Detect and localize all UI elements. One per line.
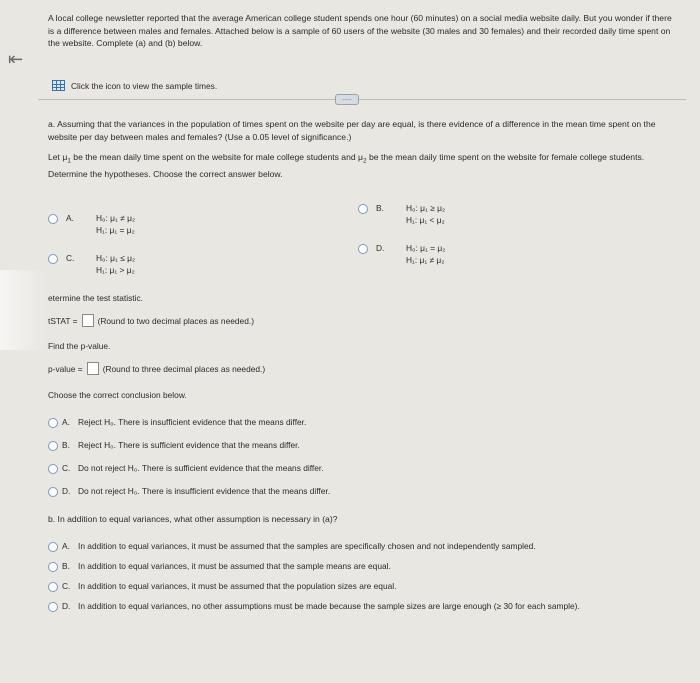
option-letter: D. — [62, 601, 71, 611]
option-h0: H₀: μ₁ ≥ μ₂ — [406, 203, 446, 213]
sub-1: 1 — [67, 157, 71, 165]
conclusion-options — [48, 416, 648, 508]
option-letter: B. — [62, 561, 70, 571]
radio-icon[interactable] — [48, 562, 58, 572]
hypothesis-option-b[interactable] — [358, 202, 445, 226]
divider — [38, 99, 686, 100]
option-h1: H₁: μ₁ = μ₂ — [96, 225, 135, 235]
tstat-hint: (Round to two decimal places as needed.) — [97, 315, 254, 326]
radio-icon[interactable] — [48, 464, 58, 474]
sample-times-link[interactable] — [52, 80, 217, 91]
conclusion-option-d[interactable] — [48, 485, 648, 497]
sub-2: 2 — [362, 157, 367, 165]
pvalue-input[interactable] — [87, 362, 99, 375]
part-a-question-text: a. Assuming that the variances in the population of times spent on the website per day are equal, is there evidence of a difference in the mean time spent on the website per day between males and females? (Use a 0.05 level of significance.) — [48, 119, 656, 142]
option-letter: C. — [62, 581, 71, 591]
part-b-options — [48, 540, 648, 620]
option-h0: H₀: μ₁ = μ₂ — [406, 243, 446, 253]
radio-a[interactable] — [48, 214, 58, 224]
option-text: Do not reject H₀. There is sufficient evidence that the means differ. — [78, 463, 324, 473]
define-prefix: Let μ — [48, 152, 68, 162]
option-text: Do not reject H₀. There is insufficient evidence that the means differ. — [78, 486, 331, 496]
hypothesis-option-c[interactable] — [48, 252, 135, 276]
radio-d[interactable] — [358, 244, 368, 254]
pvalue-row — [48, 362, 265, 375]
part-b-question: b. In addition to equal variances, what other assumption is necessary in (a)? — [48, 514, 338, 524]
radio-icon[interactable] — [48, 441, 58, 451]
conclusion-option-c[interactable] — [48, 462, 648, 474]
part-b-option-d[interactable] — [48, 600, 648, 612]
conclusion-option-a[interactable] — [48, 416, 648, 428]
pvalue-hint: (Round to three decimal places as needed.) — [102, 363, 266, 374]
option-text: Reject H₀. There is sufficient evidence that the means differ. — [78, 440, 300, 450]
option-h1: H₁: μ₁ ≠ μ₂ — [406, 255, 445, 265]
radio-c[interactable] — [48, 254, 58, 264]
hypothesis-definition — [48, 151, 678, 181]
part-b-option-c[interactable] — [48, 580, 648, 592]
sample-link-label[interactable]: Click the icon to view the sample times. — [71, 80, 218, 91]
define-suffix: be the mean daily time spent on the website for female college students. Determine the hypotheses. Choose the correct answer below. — [48, 152, 645, 180]
radio-icon[interactable] — [48, 582, 58, 592]
tstat-label: tSTAT = — [48, 315, 78, 326]
radio-b[interactable] — [358, 204, 368, 214]
part-b-option-a[interactable] — [48, 540, 648, 552]
option-letter: C. — [62, 463, 71, 473]
option-letter: D. — [376, 243, 385, 253]
option-letter: C. — [66, 253, 75, 263]
option-h0: H₀: μ₁ ≤ μ₂ — [96, 253, 136, 263]
intro-text: A local college newsletter reported that the average American college student spends one hour (60 minutes) on a social media website daily. But you wonder if there is a difference between males and females. Attached below is a sample of 60 users of the website (30 males and 30 females) and their recorded daily time spent on the website. Complete (a) and (b) below. — [48, 13, 672, 48]
option-h1: H₁: μ₁ > μ₂ — [96, 265, 135, 275]
radio-icon[interactable] — [48, 542, 58, 552]
option-letter: A. — [62, 417, 70, 427]
radio-icon[interactable] — [48, 602, 58, 612]
define-mid: be the mean daily time spent on the website for male college students and μ — [70, 152, 363, 162]
option-text: In addition to equal variances, it must be assumed that the sample means are equal. — [78, 561, 391, 571]
option-letter: A. — [66, 213, 74, 223]
option-text: In addition to equal variances, it must be assumed that the samples are specifically chosen and not independently sampled. — [78, 541, 536, 551]
option-letter: A. — [62, 541, 70, 551]
conclusion-option-b[interactable] — [48, 439, 648, 451]
conclusion-prompt: Choose the correct conclusion below. — [48, 390, 187, 400]
tstat-prompt: etermine the test statistic. — [48, 293, 143, 303]
hypothesis-option-a[interactable] — [48, 212, 135, 236]
option-letter: D. — [62, 486, 71, 496]
option-text: Reject H₀. There is insufficient evidence that the means differ. — [78, 417, 307, 427]
option-h1: H₁: μ₁ < μ₂ — [406, 215, 445, 225]
radio-icon[interactable] — [48, 418, 58, 428]
part-a-question — [48, 118, 678, 181]
expand-handle[interactable]: ..... — [335, 94, 359, 105]
back-arrow-icon[interactable]: ⇤ — [8, 49, 24, 69]
option-h0: H₀: μ₁ ≠ μ₂ — [96, 213, 136, 223]
option-text: In addition to equal variances, it must be assumed that the population sizes are equal. — [78, 581, 397, 591]
tstat-input[interactable] — [82, 314, 94, 327]
pvalue-prompt: Find the p-value. — [48, 341, 111, 351]
table-icon[interactable] — [52, 80, 65, 91]
pvalue-label: p-value = — [48, 363, 83, 374]
tstat-row — [48, 314, 254, 327]
edge-glare — [0, 270, 46, 350]
option-letter: B. — [62, 440, 70, 450]
option-letter: B. — [376, 203, 384, 213]
option-text: In addition to equal variances, no other assumptions must be made because the sample sizes are large enough (≥ 30 for each sample). — [78, 601, 580, 611]
hypothesis-option-d[interactable] — [358, 242, 445, 266]
part-b-option-b[interactable] — [48, 560, 648, 572]
radio-icon[interactable] — [48, 487, 58, 497]
